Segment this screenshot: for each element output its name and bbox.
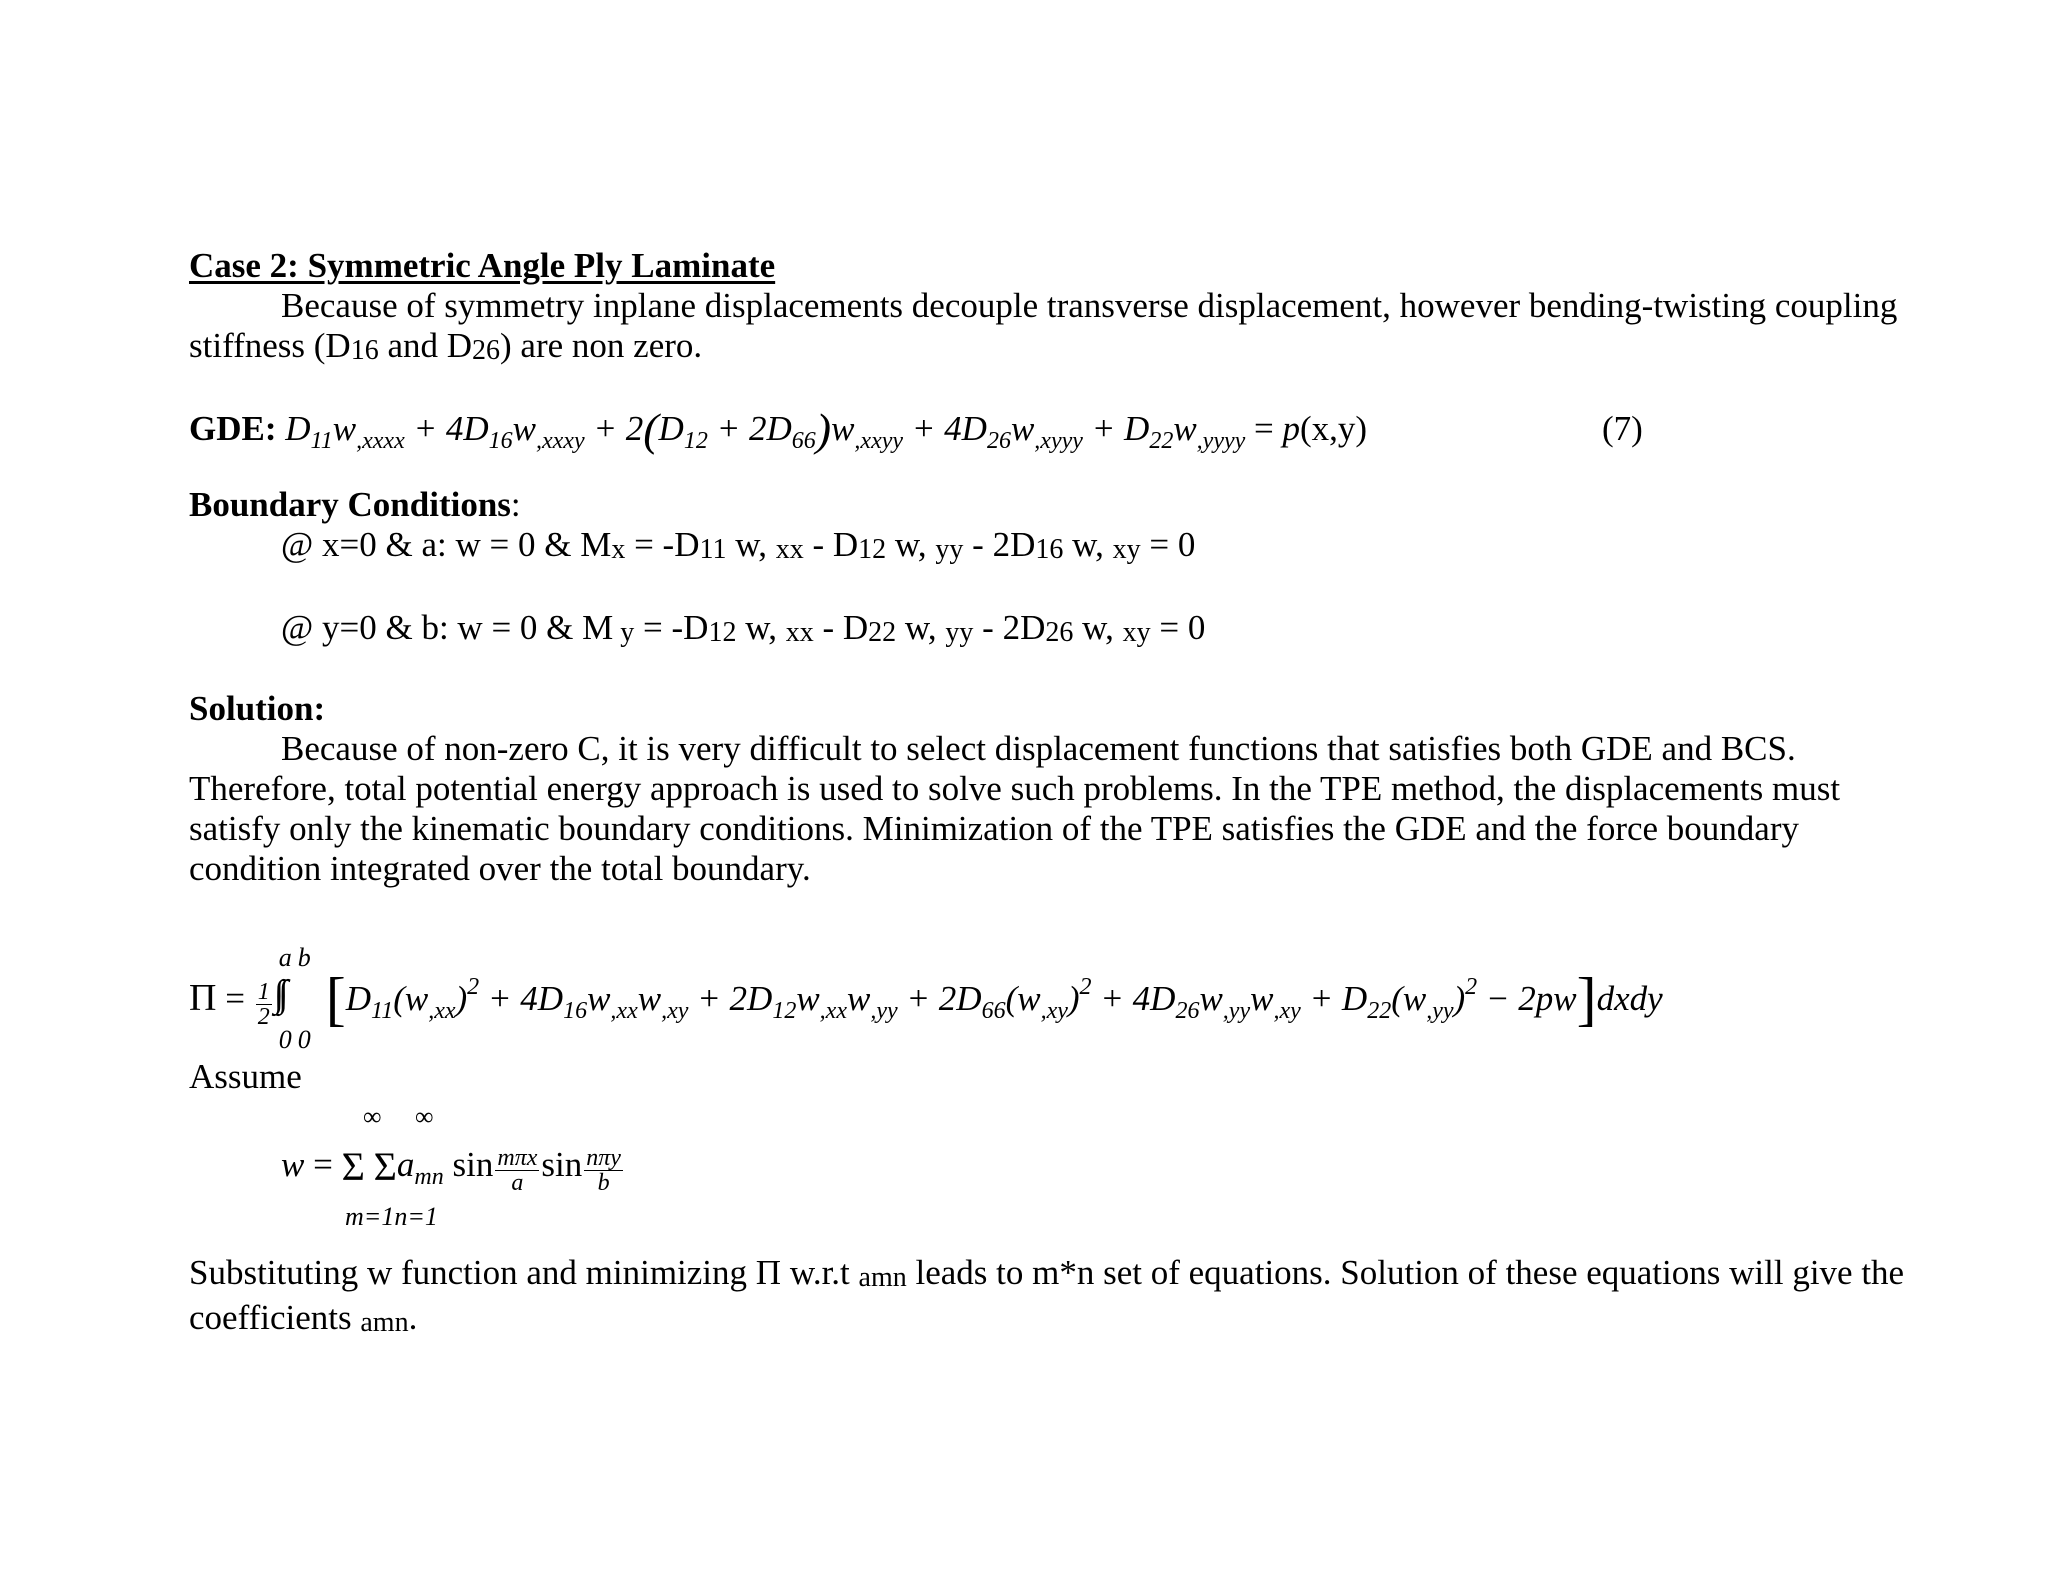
gde-lhs: $D_{11}w_{,xxxx} + 4D_{16}w_{,xxxy} + 2(D_{12} + 2D_{66})w_{,xxyy} + 4D_{26}w_{,xyyy} + D_{22}w_{,yyyy}$ (285, 404, 1246, 455)
equation-number: (7) (1602, 409, 1643, 448)
gde-label: GDE: (189, 409, 277, 448)
bc-line-x: @ x=0 & a: w = 0 & Mx = -D11 w, xx - D12 w, yy - 2D16 w, xy = 0 (281, 525, 1196, 565)
gde-rhs-args: (x,y) (1300, 409, 1368, 448)
tpe-integrand: $D_{11}(w_{,xx})^2 + 4D_{16}w_{,xx}w_{,xy} + 2D_{12}w_{,xx}w_{,yy} + 2D_{66}(w_{,xy})^2 + 4D_{26}w_{,yy}w_{,xy} + D_{22}(w_{,yy})^2 - 2pw$ (345, 974, 1577, 1024)
bc-heading (189, 485, 1909, 525)
sin-1: sin (452, 1145, 494, 1184)
gde-equation: GDE: $D_{11}w_{,xxxx} + 4D_{16}w_{,xxxy} + 2(D_{12} + 2D_{66})w_{,xxyy} + 4D_{26}w_{,xyyy} + D_{22}w_{,yyyy} = p(x,y)$ (7) (189, 404, 1643, 455)
integral-upper-limits: ab (278, 943, 317, 972)
tpe-equation: Π = $\frac{1}{2}$ ∫∫ ab 00 [$D_{11}(w_{,xx})^2 + 4D_{16}w_{,xx}w_{,xy} + 2D_{12}w_{,xx}w_{,yy} + 2D_{66}(w_{,xy})^2 + 4D_{26}w_{,yy}w_{,xy} + D_{22}(w_{,yy})^2$ − 2pw]dxdy (189, 933, 1909, 1037)
intro-sub-16: 16 (350, 335, 379, 366)
fraction-1: $\frac{\text{mπx}}{a}$ (497, 1145, 538, 1196)
intro-sub-26: 26 (472, 335, 501, 366)
gde-rhs: p (1282, 409, 1301, 448)
closing-paragraph: Substituting w function and minimizing Π w.r.t amn leads to m*n set of equations. Solution of these equations will give the coefficients amn. (189, 1253, 1905, 1338)
amn-inline-2: amn (360, 1307, 409, 1338)
w-symbol: w (281, 1145, 305, 1184)
sum-upper-limit-2: ∞ (415, 1102, 434, 1131)
tpe-differential: dxdy (1596, 979, 1663, 1018)
fraction-2: $\frac{\text{nπy}}{b}$ (586, 1145, 621, 1196)
series-equals: = (313, 1145, 333, 1184)
sum-symbol-2: Σ (373, 1144, 397, 1189)
intro-paragraph (189, 286, 1909, 371)
intro-text-2: and D (378, 326, 473, 365)
intro-text-1: Because of symmetry inplane displacements decouple transverse displacement, however bending-twisting coupling stiffness (D (189, 286, 1898, 365)
sum-symbol-1: Σ (341, 1144, 365, 1189)
document-page (189, 246, 1909, 1343)
intro-text-3: ) are non zero. (500, 326, 703, 365)
pi-symbol: Π (189, 977, 217, 1019)
half-fraction: $\frac{1}{2}$ (257, 979, 270, 1030)
section-heading: Case 2: Symmetric Angle Ply Laminate (189, 246, 776, 285)
solution-paragraph: Because of non-zero C, it is very difficult to select displacement functions that satisfies both GDE and BCS. Therefore, total potential energy approach is used to solve such problems. In the TPE method, the displacements must satisfy only the kinematic boundary conditions. Minimization of the TPE satisfies the GDE and the force boundary condition integrated over the total boundary. (189, 729, 1841, 888)
bc-colon: : (510, 485, 521, 524)
integral-lower-limits: 00 (278, 1025, 317, 1054)
amn-inline-1: amn (858, 1262, 907, 1293)
coef-sub: mn (414, 1164, 444, 1190)
bc-line-y: @ y=0 & b: w = 0 & M y = -D12 w, xx - D22 w, yy - 2D26 w, xy = 0 (281, 608, 1206, 648)
coef-symbol: a (396, 1145, 415, 1184)
pi-inline: Π (755, 1253, 782, 1292)
sum-upper-limit-1: ∞ (363, 1102, 382, 1131)
bc-label: Boundary Conditions (189, 485, 511, 524)
sum-lower-limits: m=1n=1 (345, 1202, 438, 1231)
solution-heading: Solution: (189, 689, 326, 728)
assume-label: Assume (189, 1057, 302, 1096)
series-equation (281, 1097, 1909, 1231)
tpe-equals: = (225, 979, 245, 1018)
double-integral: ∫∫ ab 00 (274, 976, 326, 1016)
sin-2: sin (541, 1145, 583, 1184)
